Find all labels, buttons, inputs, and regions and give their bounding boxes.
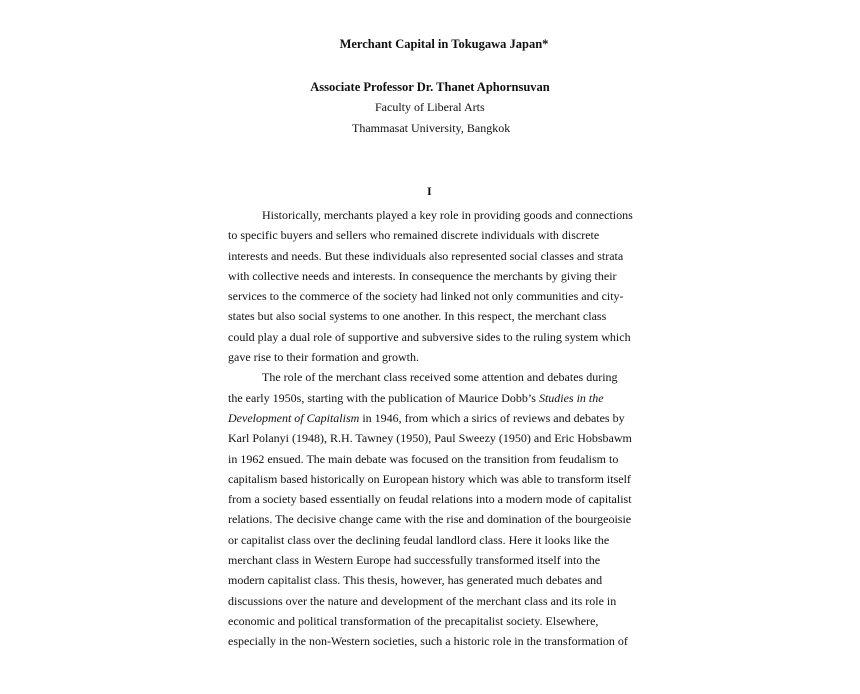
paragraph-2-line: in 1962 ensued. The main debate was focused on the transition from feudalism to: [228, 451, 619, 466]
paragraph-1-line: to specific buyers and sellers who remained discrete individuals with discrete: [228, 228, 600, 243]
paragraph-2-line: [228, 408, 640, 428]
body-text: [228, 205, 640, 652]
paragraph-2-line: relations. The decisive change came with the rise and domination of the bourgeoisie: [228, 512, 632, 527]
paragraph-2-line: capitalism based historically on European history which was able to transform itself: [228, 471, 631, 486]
university-name: Thammasat University, Bangkok: [352, 121, 511, 135]
paragraph-2-text: in 1946, from which a sirics of reviews and debates by: [359, 410, 625, 425]
paragraph-2-line: merchant class in Western Europe had successfully transformed itself into the: [228, 553, 601, 568]
paragraph-1-line: services to the commerce of the society had linked not only communities and city-: [228, 289, 624, 304]
paragraph-1-line: gave rise to their formation and growth.: [228, 350, 419, 365]
section-heading: I: [427, 184, 432, 198]
faculty-name: Faculty of Liberal Arts: [375, 100, 485, 114]
paragraph-2-text: the early 1950s, starting with the publication of Maurice Dobb’s: [228, 390, 539, 405]
author-name: Associate Professor Dr. Thanet Aphornsuvan: [310, 80, 550, 94]
paragraph-2-line: modern capitalist class. This thesis, however, has generated much debates and: [228, 573, 603, 588]
paragraph-2-line: The role of the merchant class received some attention and debates during: [262, 370, 618, 385]
paragraph-2-line: discussions over the nature and development of the merchant class and its role in: [228, 593, 617, 608]
paragraph-2-line: especially in the non-Western societies, such a historic role in the transformation of: [228, 634, 628, 649]
paragraph-1-line: Historically, merchants played a key role in providing goods and connections: [262, 208, 633, 222]
paragraph-2-line: economic and political transformation of the precapitalist society. Elsewhere,: [228, 613, 599, 628]
paragraph-2-line: from a society based essentially on feudal relations into a modern mode of capitalist: [228, 492, 632, 507]
paragraph-2-line: or capitalist class over the declining feudal landlord class. Here it looks like the: [228, 532, 610, 547]
paragraph-2-line: Karl Polanyi (1948), R.H. Tawney (1950), Paul Sweezy (1950) and Eric Hobsbawm: [228, 431, 632, 446]
paragraph-1-line: states but also social systems to one another. In this respect, the merchant class: [228, 309, 607, 324]
paragraph-1-line: with collective needs and interests. In consequence the merchants by giving their: [228, 268, 617, 283]
paragraph-1-line: could play a dual role of supportive and subversive sides to the ruling system which: [228, 329, 631, 344]
book-title-part: Development of Capitalism: [228, 410, 360, 425]
paragraph-1-line: interests and needs. But these individuals also represented social classes and strata: [228, 248, 624, 263]
document-title: Merchant Capital in Tokugawa Japan*: [339, 37, 549, 51]
book-title-part: Studies in the: [538, 390, 604, 405]
paragraph-2-line: [228, 388, 640, 408]
